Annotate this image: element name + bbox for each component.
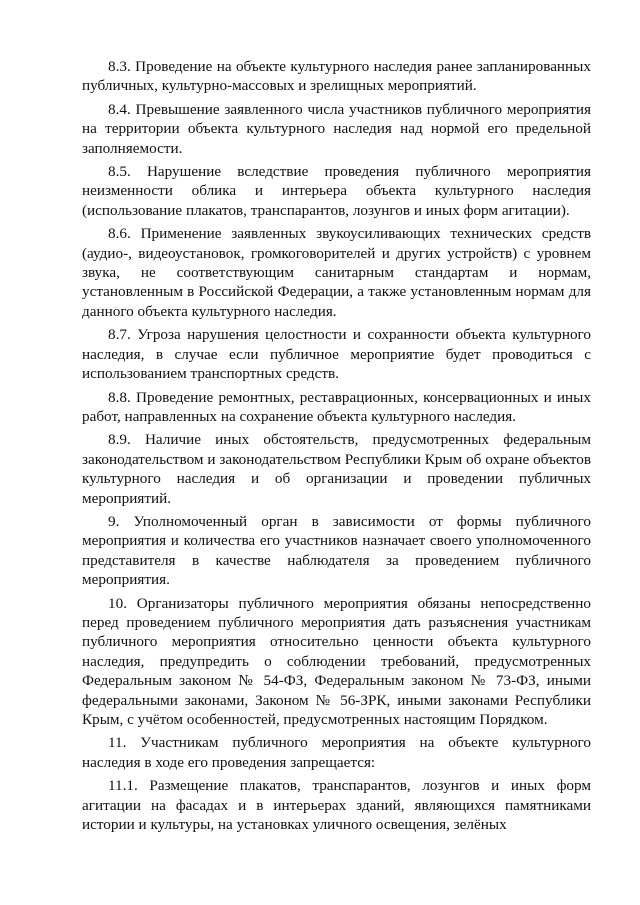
paragraph-11: 11. Участникам публичного мероприятия на объекте культурного наследия в ходе его проведения запрещается: xyxy=(82,734,591,771)
paragraph-8-5: 8.5. Нарушение вследствие проведения публичного мероприятия неизменности облика и интерьера объекта культурного наследия (использование плакатов, транспарантов, лозунгов и иных форм агитации). xyxy=(82,163,591,219)
paragraph-8-4: 8.4. Превышение заявленного числа участников публичного мероприятия на территории объекта культурного наследия над нормой его предельной заполняемости. xyxy=(82,100,591,157)
paragraph-10: 10. Организаторы публичного мероприятия обязаны непосредственно перед проведением публичного мероприятия дать разъяснения участникам публичного мероприятия относительно ценности объекта культурного наследия, предупредить о соблюдении требований, предусмотренных Федеральным законом № 54-ФЗ, Федеральным законом № 73-ФЗ, иными федеральными законами, Законом № 56-ЗРК, иными законами Республики Крым, с учётом особенностей, предусмотренных настоящим Порядком. xyxy=(82,594,591,728)
paragraph-8-6: 8.6. Применение заявленных звукоусиливающих технических средств (аудио-, видеоустановок, громкоговорителей и других устройств) с уровнем звука, не соответствующим санитарным стандартам и нормам, установленным в Российской Федерации, а также установленным нормам для данного объекта культурного наследия. xyxy=(82,225,591,320)
paragraph-11-1: 11.1. Размещение плакатов, транспарантов, лозунгов и иных форм агитации на фасадах и в интерьерах зданий, являющихся памятниками истории и культуры, на установках уличного освещения, зелёных xyxy=(82,777,591,834)
paragraph-8-3: 8.3. Проведение на объекте культурного наследия ранее запланированных публичных, культурно-массовых и зрелищных мероприятий. xyxy=(82,58,591,95)
paragraph-8-7: 8.7. Угроза нарушения целостности и сохранности объекта культурного наследия, в случае если публичное мероприятие будет проводиться с использованием транспортных средств. xyxy=(82,326,591,383)
paragraph-8-8: 8.8. Проведение ремонтных, реставрационных, консервационных и иных работ, направленных на сохранение объекта культурного наследия. xyxy=(82,388,591,425)
paragraph-9: 9. Уполномоченный орган в зависимости от формы публичного мероприятия и количества его участников назначает своего уполномоченного представителя в качестве наблюдателя за проведением публичного мероприятия. xyxy=(82,512,591,589)
paragraph-8-9: 8.9. Наличие иных обстоятельств, предусмотренных федеральным законодательством и законодательством Республики Крым об охране объектов культурного наследия и об организации и проведении публичных мероприятий. xyxy=(82,431,591,507)
document-page xyxy=(82,57,591,838)
